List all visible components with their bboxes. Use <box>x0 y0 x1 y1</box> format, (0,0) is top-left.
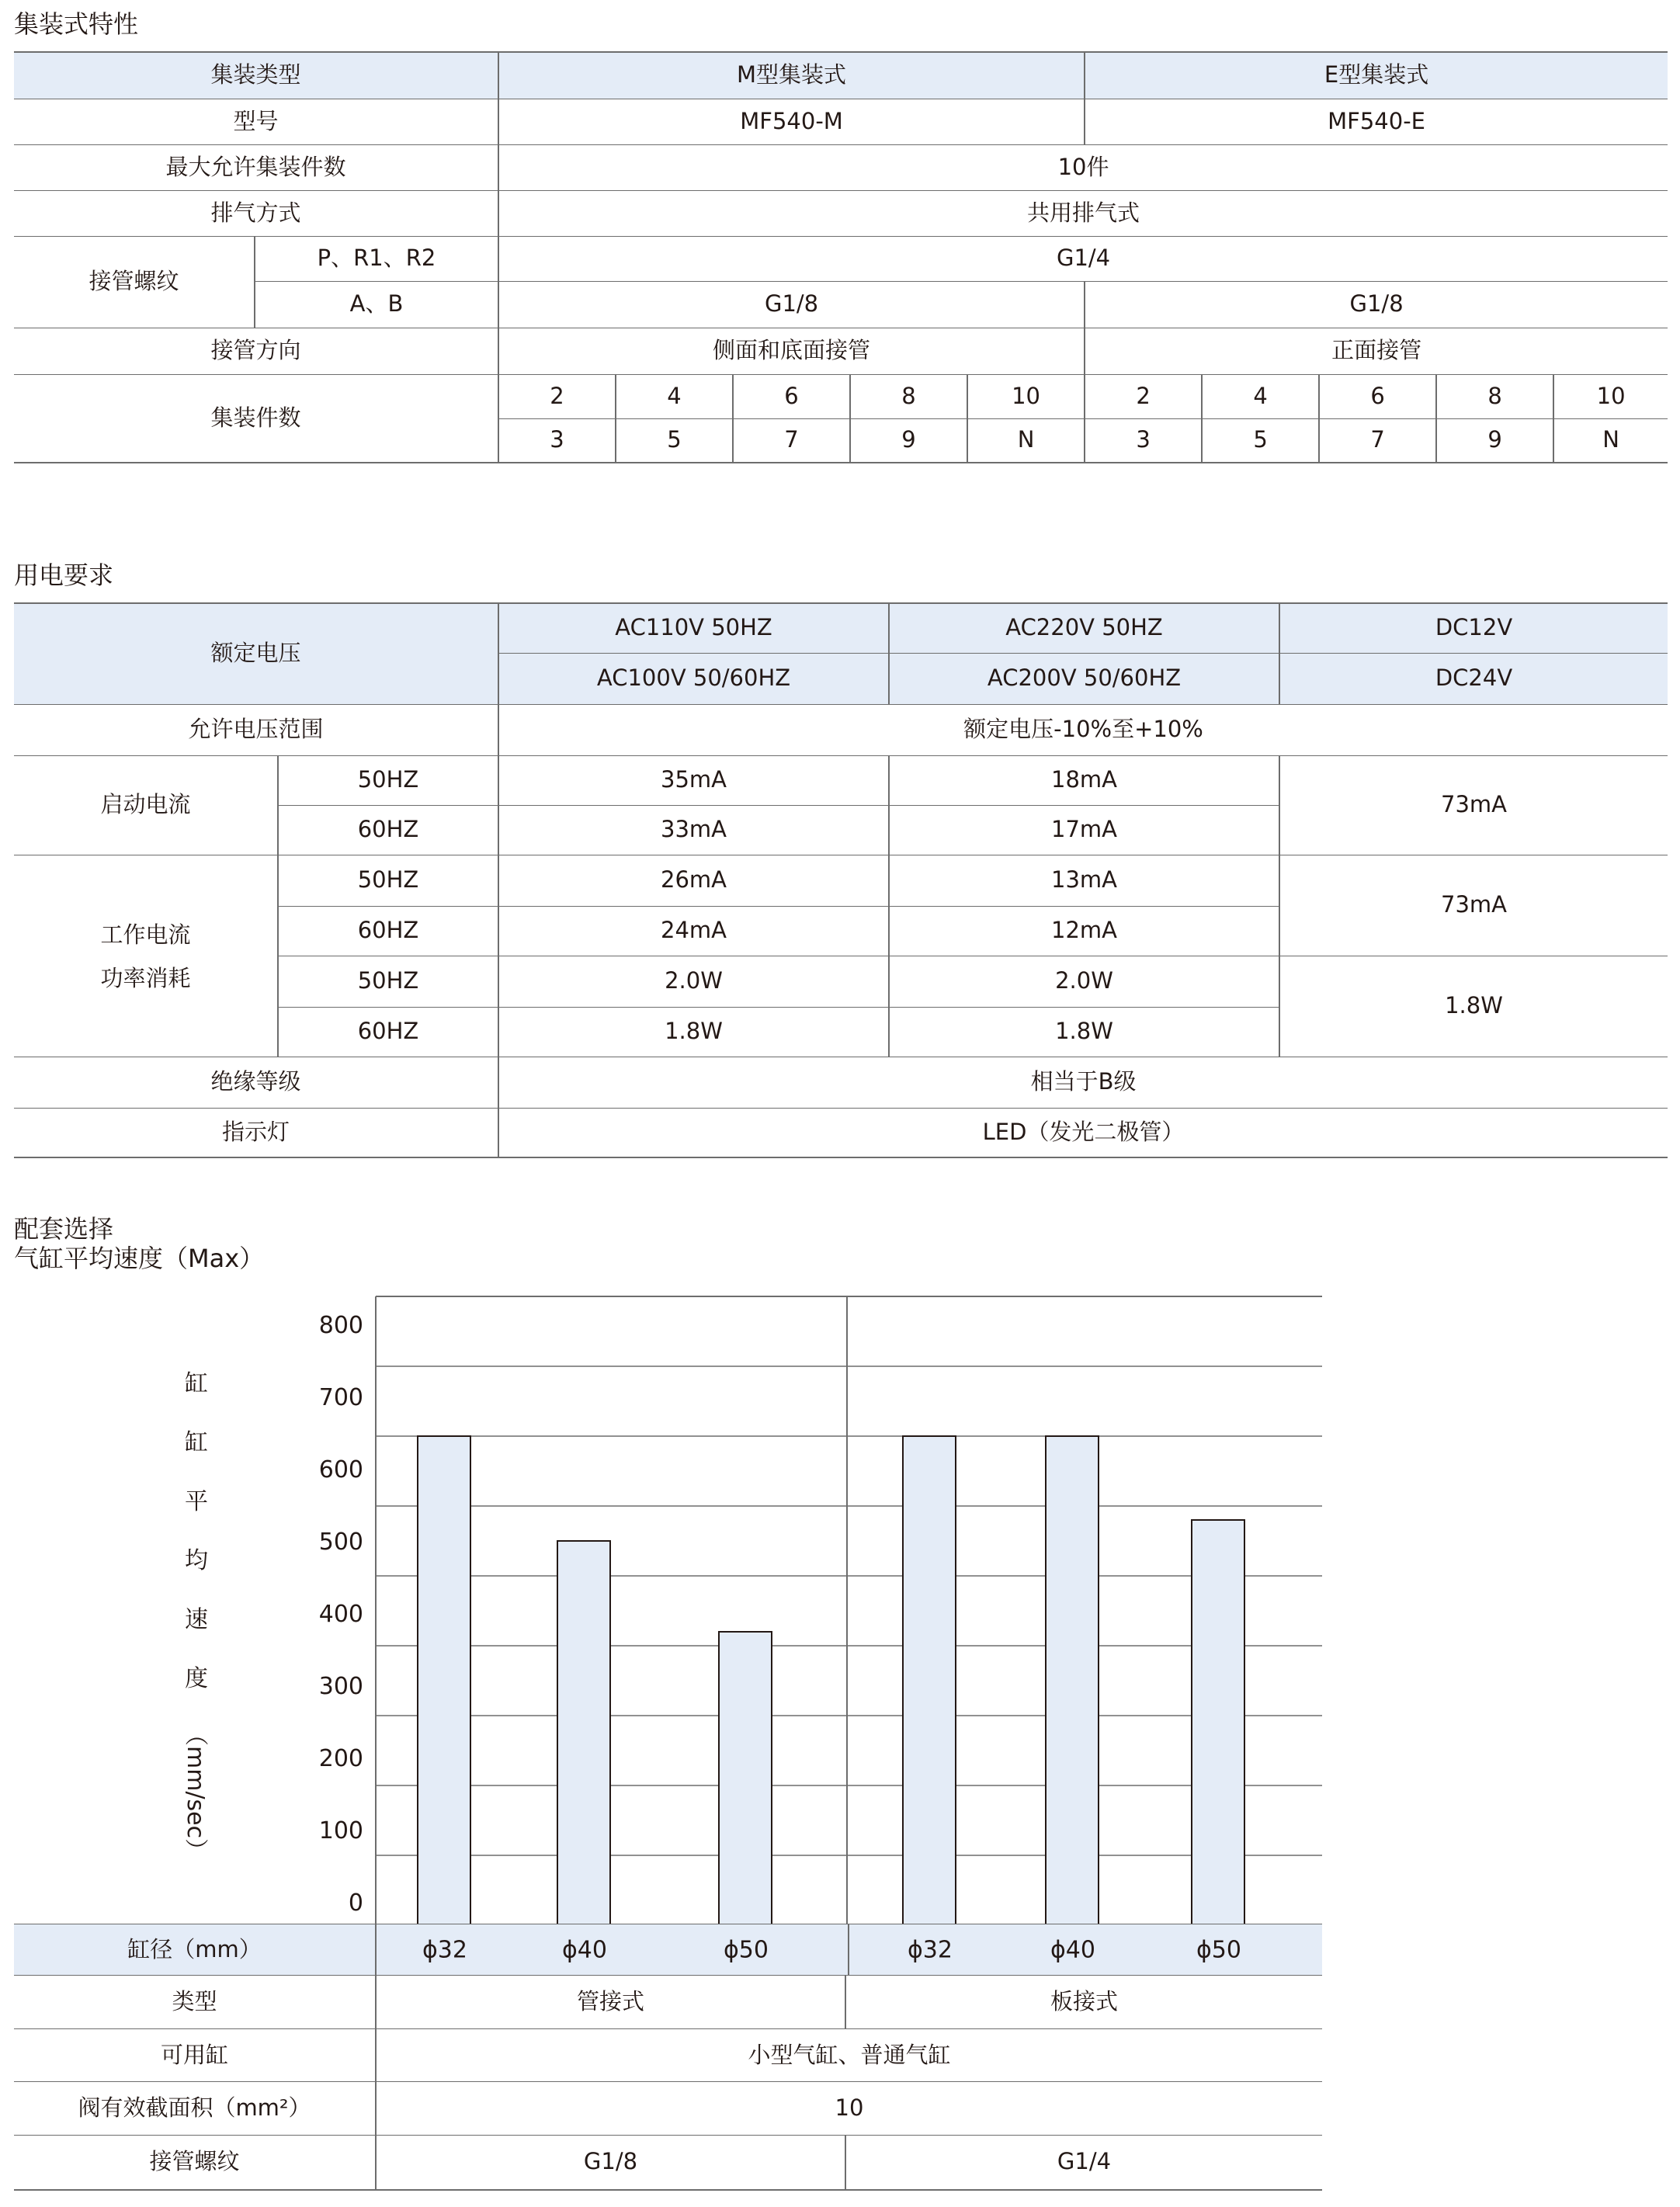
power-cell: 1.8W <box>889 1007 1279 1057</box>
table-row <box>14 144 1668 190</box>
type-plate: 板接式 <box>845 1976 1322 2029</box>
count-cell: 7 <box>1319 418 1436 463</box>
x-category-label: ϕ32 <box>908 1936 953 1963</box>
freq-cell: 50HZ <box>278 755 498 805</box>
table-row <box>14 374 1668 418</box>
freq-cell: 60HZ <box>278 906 498 956</box>
electrical-spec-table <box>14 602 1668 1158</box>
freq-cell: 50HZ <box>278 956 498 1007</box>
y-tick-label: 400 <box>318 1601 363 1628</box>
count-cell: N <box>967 418 1085 463</box>
table-row <box>14 855 1668 906</box>
ylabel-char: 缸 <box>185 1429 208 1456</box>
current-cell: 13mA <box>889 855 1279 906</box>
selection-table <box>14 1924 1322 2191</box>
rated-voltage-cell: DC24V <box>1279 653 1668 704</box>
thread-sub2-label: A、B <box>255 281 498 328</box>
bar <box>557 1541 610 1925</box>
section1-title: 集装式特性 <box>14 9 139 39</box>
e-type-header: E型集装式 <box>1085 52 1668 99</box>
rated-voltage-cell: DC12V <box>1279 603 1668 653</box>
insulation-value: 相当于B级 <box>498 1057 1668 1108</box>
type-pipe: 管接式 <box>376 1976 845 2029</box>
ylabel-char: 平 <box>185 1488 208 1515</box>
ylabel-char: 均 <box>185 1547 208 1574</box>
power-dc: 1.8W <box>1279 956 1668 1057</box>
y-tick-label: 500 <box>318 1529 363 1556</box>
thread-sub2-m: G1/8 <box>498 281 1085 328</box>
bar <box>903 1436 956 1925</box>
count-cell: 3 <box>1085 418 1202 463</box>
count-cell: 4 <box>1202 374 1319 418</box>
rated-voltage-cell: AC100V 50/60HZ <box>498 653 889 704</box>
y-tick-label: 600 <box>318 1456 363 1483</box>
current-cell: 18mA <box>889 755 1279 805</box>
insulation-label: 绝缘等级 <box>14 1057 498 1108</box>
section3-title: 配套选择 <box>14 1214 114 1244</box>
indicator-value: LED（发光二极管） <box>498 1108 1668 1157</box>
thread3-pipe: G1/8 <box>376 2136 845 2190</box>
ylabel-char: 缸 <box>185 1370 208 1397</box>
x-category-label: ϕ40 <box>562 1936 607 1963</box>
rated-voltage-cell: AC110V 50HZ <box>498 603 889 653</box>
power-label: 功率消耗 <box>14 956 278 1057</box>
table-row <box>14 1924 1322 1976</box>
bore-cells-row <box>376 1924 1322 1976</box>
direction-label: 接管方向 <box>14 328 498 374</box>
start-current-dc: 73mA <box>1279 755 1668 855</box>
table-row <box>14 2029 1322 2082</box>
work-current-dc: 73mA <box>1279 855 1668 956</box>
count-cell: 8 <box>1436 374 1553 418</box>
table-row <box>14 704 1668 755</box>
y-tick-label: 300 <box>318 1673 363 1700</box>
x-category-label: ϕ50 <box>724 1936 769 1963</box>
y-tick-label: 800 <box>318 1312 363 1339</box>
count-cell: 9 <box>850 418 967 463</box>
count-cell: 5 <box>1202 418 1319 463</box>
bore-label: 缸径（mm） <box>14 1924 376 1976</box>
freq-cell: 50HZ <box>278 855 498 906</box>
thread3-plate: G1/4 <box>845 2136 1322 2190</box>
count-cell: 2 <box>498 374 616 418</box>
y-tick-label: 200 <box>318 1745 363 1772</box>
table-row <box>14 236 1668 281</box>
thread3-label: 接管螺纹 <box>14 2136 376 2190</box>
table-row <box>14 755 1668 805</box>
table-row <box>14 281 1668 328</box>
usable-label: 可用缸 <box>14 2029 376 2082</box>
start-current-label: 启动电流 <box>14 755 278 855</box>
count-cell: 3 <box>498 418 616 463</box>
y-tick-label: 0 <box>348 1889 363 1917</box>
model-e: MF540-E <box>1085 99 1668 144</box>
count-cell: 4 <box>616 374 733 418</box>
direction-e: 正面接管 <box>1085 328 1668 374</box>
current-cell: 17mA <box>889 805 1279 855</box>
count-cell: 10 <box>967 374 1085 418</box>
power-cell: 2.0W <box>498 956 889 1007</box>
count-cell: 9 <box>1436 418 1553 463</box>
exhaust-label: 排气方式 <box>14 190 498 236</box>
thread-sub1-label: P、R1、R2 <box>255 236 498 281</box>
x-category-label: ϕ50 <box>1196 1936 1241 1963</box>
ylabel-char: 度 <box>185 1665 208 1692</box>
freq-cell: 60HZ <box>278 1007 498 1057</box>
current-cell: 24mA <box>498 906 889 956</box>
current-cell: 12mA <box>889 906 1279 956</box>
model-label: 型号 <box>14 99 498 144</box>
model-m: MF540-M <box>498 99 1085 144</box>
max-count-value: 10件 <box>498 144 1668 190</box>
voltage-range-value: 额定电压-10%至+10% <box>498 704 1668 755</box>
bar <box>719 1632 772 1925</box>
table-row <box>14 99 1668 144</box>
count-cell: 6 <box>1319 374 1436 418</box>
current-cell: 35mA <box>498 755 889 805</box>
exhaust-value: 共用排气式 <box>498 190 1668 236</box>
table-row <box>14 1976 1322 2029</box>
freq-cell: 60HZ <box>278 805 498 855</box>
table-row <box>14 190 1668 236</box>
x-category-label: ϕ32 <box>422 1936 467 1963</box>
y-tick-label: 700 <box>318 1384 363 1411</box>
table-row <box>14 2082 1322 2136</box>
count-cell: 10 <box>1553 374 1668 418</box>
thread-sub1-value: G1/4 <box>498 236 1668 281</box>
bore-row-divider <box>848 1924 849 1975</box>
area-label: 阀有效截面积（mm²） <box>14 2082 376 2136</box>
table-row <box>14 603 1668 653</box>
m-type-header: M型集装式 <box>498 52 1085 99</box>
count-cell: 2 <box>1085 374 1202 418</box>
table-row <box>14 2136 1322 2190</box>
table-row <box>14 52 1668 99</box>
direction-m: 侧面和底面接管 <box>498 328 1085 374</box>
work-current-label: 工作电流 <box>14 855 278 956</box>
power-cell: 2.0W <box>889 956 1279 1007</box>
table-row <box>14 1108 1668 1157</box>
rated-voltage-cell: AC220V 50HZ <box>889 603 1279 653</box>
count-label: 集装件数 <box>14 374 498 463</box>
rated-voltage-cell: AC200V 50/60HZ <box>889 653 1279 704</box>
area-value: 10 <box>376 2082 1322 2136</box>
count-cell: 5 <box>616 418 733 463</box>
current-cell: 26mA <box>498 855 889 906</box>
bar <box>1046 1436 1099 1925</box>
power-cell: 1.8W <box>498 1007 889 1057</box>
chart-title: 气缸平均速度（Max） <box>14 1244 265 1273</box>
table-row <box>14 1057 1668 1108</box>
rated-voltage-label: 额定电压 <box>14 603 498 704</box>
count-cell: 6 <box>733 374 850 418</box>
table-row <box>14 328 1668 374</box>
max-count-label: 最大允许集装件数 <box>14 144 498 190</box>
thread-label: 接管螺纹 <box>14 236 255 328</box>
usable-value: 小型气缸、普通气缸 <box>376 2029 1322 2082</box>
speed-bar-chart <box>0 1273 1680 1933</box>
manifold-spec-table <box>14 51 1668 463</box>
manifold-type-label: 集装类型 <box>14 52 498 99</box>
bar <box>1192 1520 1244 1925</box>
table-row <box>14 956 1668 1007</box>
count-cell: N <box>1553 418 1668 463</box>
ylabel-char: 速 <box>185 1606 208 1633</box>
section2-title: 用电要求 <box>14 560 114 590</box>
count-cell: 7 <box>733 418 850 463</box>
current-cell: 33mA <box>498 805 889 855</box>
thread-sub2-e: G1/8 <box>1085 281 1668 328</box>
y-tick-label: 100 <box>318 1817 363 1844</box>
ylabel-unit: （mm/sec） <box>182 1723 209 1862</box>
bar <box>418 1436 470 1925</box>
voltage-range-label: 允许电压范围 <box>14 704 498 755</box>
type-label: 类型 <box>14 1976 376 2029</box>
indicator-label: 指示灯 <box>14 1108 498 1157</box>
x-category-label: ϕ40 <box>1050 1936 1095 1963</box>
count-cell: 8 <box>850 374 967 418</box>
